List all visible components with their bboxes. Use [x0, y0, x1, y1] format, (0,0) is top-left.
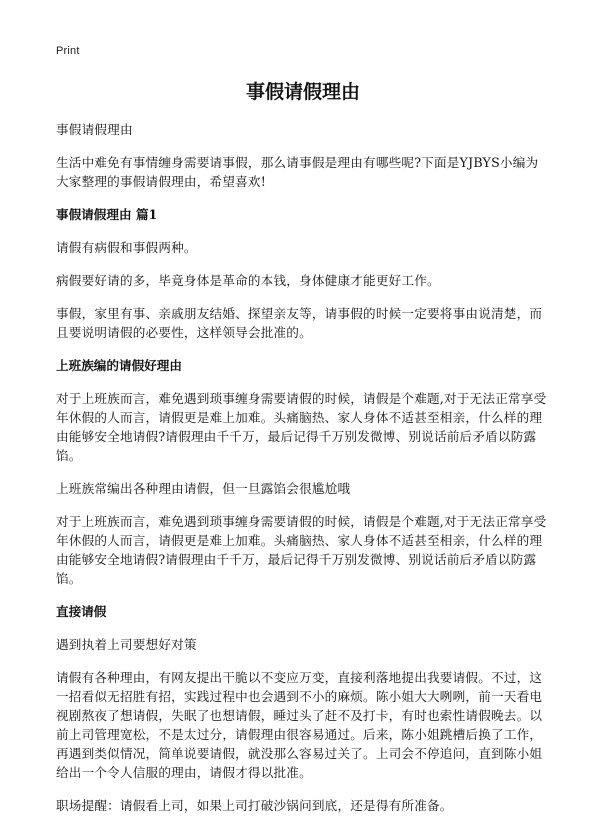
paragraph: 事假，家里有事、亲戚朋友结婚、探望亲友等，请事假的时候一定要将事由说清楚，而且要说明请假的必要性，这样领导会批准的。: [56, 306, 543, 340]
paragraph: 上班族常编出各种理由请假，但一旦露馅会很尴尬哦: [56, 481, 351, 496]
paragraph: 对于上班族而言，难免遇到琐事缠身需要请假的时候，请假是个难题,对于无法正常享受年休假的人而言，请假更是难上加难。头痛脑热、家人身体不适甚至相亲，什么样的理由能够安全地请假?请假理由千千万，最后记得千万别发微博、别说话前后矛盾以防露馅。: [56, 391, 547, 463]
section-heading-1: 事假请假理由 篇1: [56, 207, 158, 222]
paragraph: 请假有病假和事假两种。: [56, 240, 197, 255]
intro-paragraph: 生活中难免有事情缠身需要请事假，那么请事假是理由有哪些呢?下面是YJBYS小编为大家整理的事假请假理由，希望喜欢!: [56, 155, 539, 189]
section-heading-2: 上班族编的请假好理由: [56, 358, 182, 373]
paragraph: 病假要好请的多，毕竟身体是革命的本钱，身体健康才能更好工作。: [56, 273, 440, 288]
print-link[interactable]: Print: [56, 45, 80, 57]
page-title: 事假请假理由: [245, 81, 360, 103]
paragraph: 请假有各种理由，有网友提出干脆以不变应万变，直接利落地提出我要请假。不过，这一招看似无招胜有招，实践过程中也会遇到不小的麻烦。陈小姐大大咧咧，前一天看电视剧熬夜了想请假，失眠了也想请假，睡过头了赶不及打卡，有时也索性请假晚去。以前上司管理宽松，不是太过分，请假理由很容易通过。后来，陈小姐跳槽后换了工作，再遇到类似情况，简单说要请假，就没那么容易过关了。上司会不停追问，直到陈小姐给出一个令人信服的理由，请假才得以批准。: [56, 670, 543, 780]
paragraph: 对于上班族而言，难免遇到琐事缠身需要请假的时候，请假是个难题,对于无法正常享受年休假的人而言，请假更是难上加难。头痛脑热、家人身体不适甚至相亲，什么样的理由能够安全地请假?请假理由千千万，最后记得千万别发微博、别说话前后矛盾以防露馅。: [56, 514, 547, 586]
document-page: [56, 44, 550, 829]
paragraph: 遇到执着上司要想好对策: [56, 637, 197, 652]
paragraph: 职场提醒：请假看上司，如果上司打破沙锅问到底，还是得有所准备。: [56, 798, 453, 813]
section-heading-3: 直接请假: [56, 604, 107, 619]
intro-heading: 事假请假理由: [56, 122, 133, 137]
